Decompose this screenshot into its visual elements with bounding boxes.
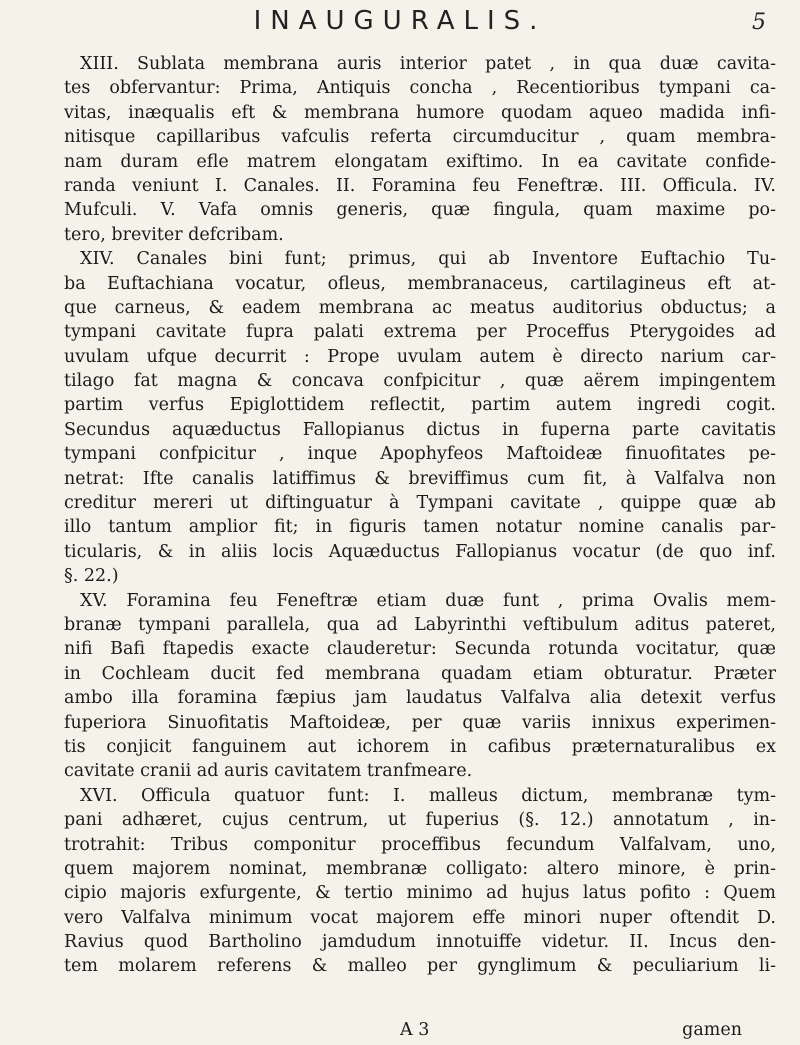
text-line: ambo illa foramina fæpius jam laudatus Valfalva alia detexit verfus [64, 688, 776, 709]
text-line: nam duram efle matrem elongatam exiftimo. In ea cavitate confide- [64, 151, 776, 172]
text-line: nitisque capillaribus vafculis referta circumducitur , quam membra- [64, 127, 776, 148]
text-line: randa veniunt I. Canales. II. Foramina feu Feneftræ. III. Officula. IV. [64, 175, 776, 196]
text-line: cipio majoris exfurgente, & tertio minimo ad hujus latus pofito : Quem [64, 883, 776, 904]
text-line: illo tantum amplior fit; in figuris tamen notatur nomine canalis par- [64, 517, 776, 538]
text-line: Ravius quod Bartholino jamdudum innotuiffe videtur. II. Incus den- [64, 932, 776, 953]
text-line: tem molarem referens & malleo per gynglimum & peculiarium li- [64, 956, 776, 977]
text-line: branæ tympani parallela, qua ad Labyrinthi veftibulum aditus pateret, [64, 614, 776, 635]
text-line: partim verfus Epiglottidem reflectit, partim autem ingredi cogit. [64, 395, 776, 416]
text-line: que carneus, & eadem membrana ac meatus auditorius obductus; a [64, 297, 776, 318]
text-line: creditur mereri ut diftinguatur à Tympani cavitate , quippe quæ ab [64, 493, 776, 514]
text-line: XIII. Sublata membrana auris interior patet , in qua duæ cavita- [80, 54, 776, 74]
text-line: tes obfervantur: Prima, Antiquis concha , Recentioribus tympani ca- [64, 78, 776, 99]
text-line: ba Euftachiana vocatur, ofleus, membranaceus, cartilagineus eft at- [64, 273, 776, 294]
text-line: ticularis, & in aliis locis Aquæductus Fallopianus vocatur (de quo inf. [64, 541, 776, 562]
text-line: tympani cavitate fupra palati extrema per Proceffus Pterygoides ad [64, 322, 776, 343]
text-line: XIV. Canales bini funt; primus, qui ab Inventore Euftachio Tu- [80, 249, 776, 270]
text-line: Mufculi. V. Vafa omnis generis, quæ fingula, quam maxime po- [64, 200, 776, 221]
text-line: uvulam ufque decurrit : Prope uvulam autem è directo narium car- [64, 346, 776, 367]
text-line: §. 22.) [64, 566, 119, 587]
page-number: 5 [752, 10, 766, 35]
signature-mark: A 3 [400, 1020, 430, 1040]
text-line: XV. Foramina feu Feneftræ etiam duæ funt , prima Ovalis mem- [80, 590, 776, 611]
text-line: Secundus aquæductus Fallopianus dictus in fuperna parte cavitatis [64, 419, 776, 440]
text-line: tilago fat magna & concava confpicitur , quæ aërem impingentem [64, 371, 776, 392]
text-line: XVI. Officula quatuor funt: I. malleus dictum, membranæ tym- [80, 785, 776, 806]
page-footer [0, 1020, 800, 1044]
text-line: tis conjicit fanguinem aut ichorem in cafibus præternaturalibus ex [64, 736, 776, 757]
body-text [64, 52, 776, 979]
text-line: quem majorem nominat, membranæ colligato: altero minore, è prin- [64, 858, 776, 879]
running-title: INAUGURALIS. [253, 6, 547, 36]
text-line: fuperiora Sinuofitatis Maftoideæ, per quæ variis innixus experimen- [64, 712, 776, 733]
text-line: in Cochleam ducit fed membrana quadam etiam obturatur. Præter [64, 663, 776, 684]
text-line: trotrahit: Tribus componitur proceffibus fecundum Valfalvam, uno, [64, 834, 776, 855]
text-line: nifi Bafi ftapedis exacte clauderetur: Secunda rotunda vocitatur, quæ [64, 639, 776, 660]
text-line: tympani confpicitur , inque Apophyfeos Maftoideæ finuofitates pe- [64, 444, 776, 465]
text-line: vero Valfalva minimum vocat majorem effe minori nuper oftendit D. [64, 907, 776, 928]
text-line: pani adhæret, cujus centrum, ut fuperius (§. 12.) annotatum , in- [64, 810, 776, 831]
text-line: cavitate cranii ad auris cavitatem tranfmeare. [64, 761, 473, 782]
catchword: gamen [682, 1020, 742, 1040]
text-line: netrat: Ifte canalis latiffimus & breviffimus cum fit, à Valfalva non [64, 468, 776, 489]
text-line: tero, breviter defcribam. [64, 224, 284, 245]
text-line: vitas, inæqualis eft & membrana humore quodam aqueo madida infi- [64, 102, 776, 123]
